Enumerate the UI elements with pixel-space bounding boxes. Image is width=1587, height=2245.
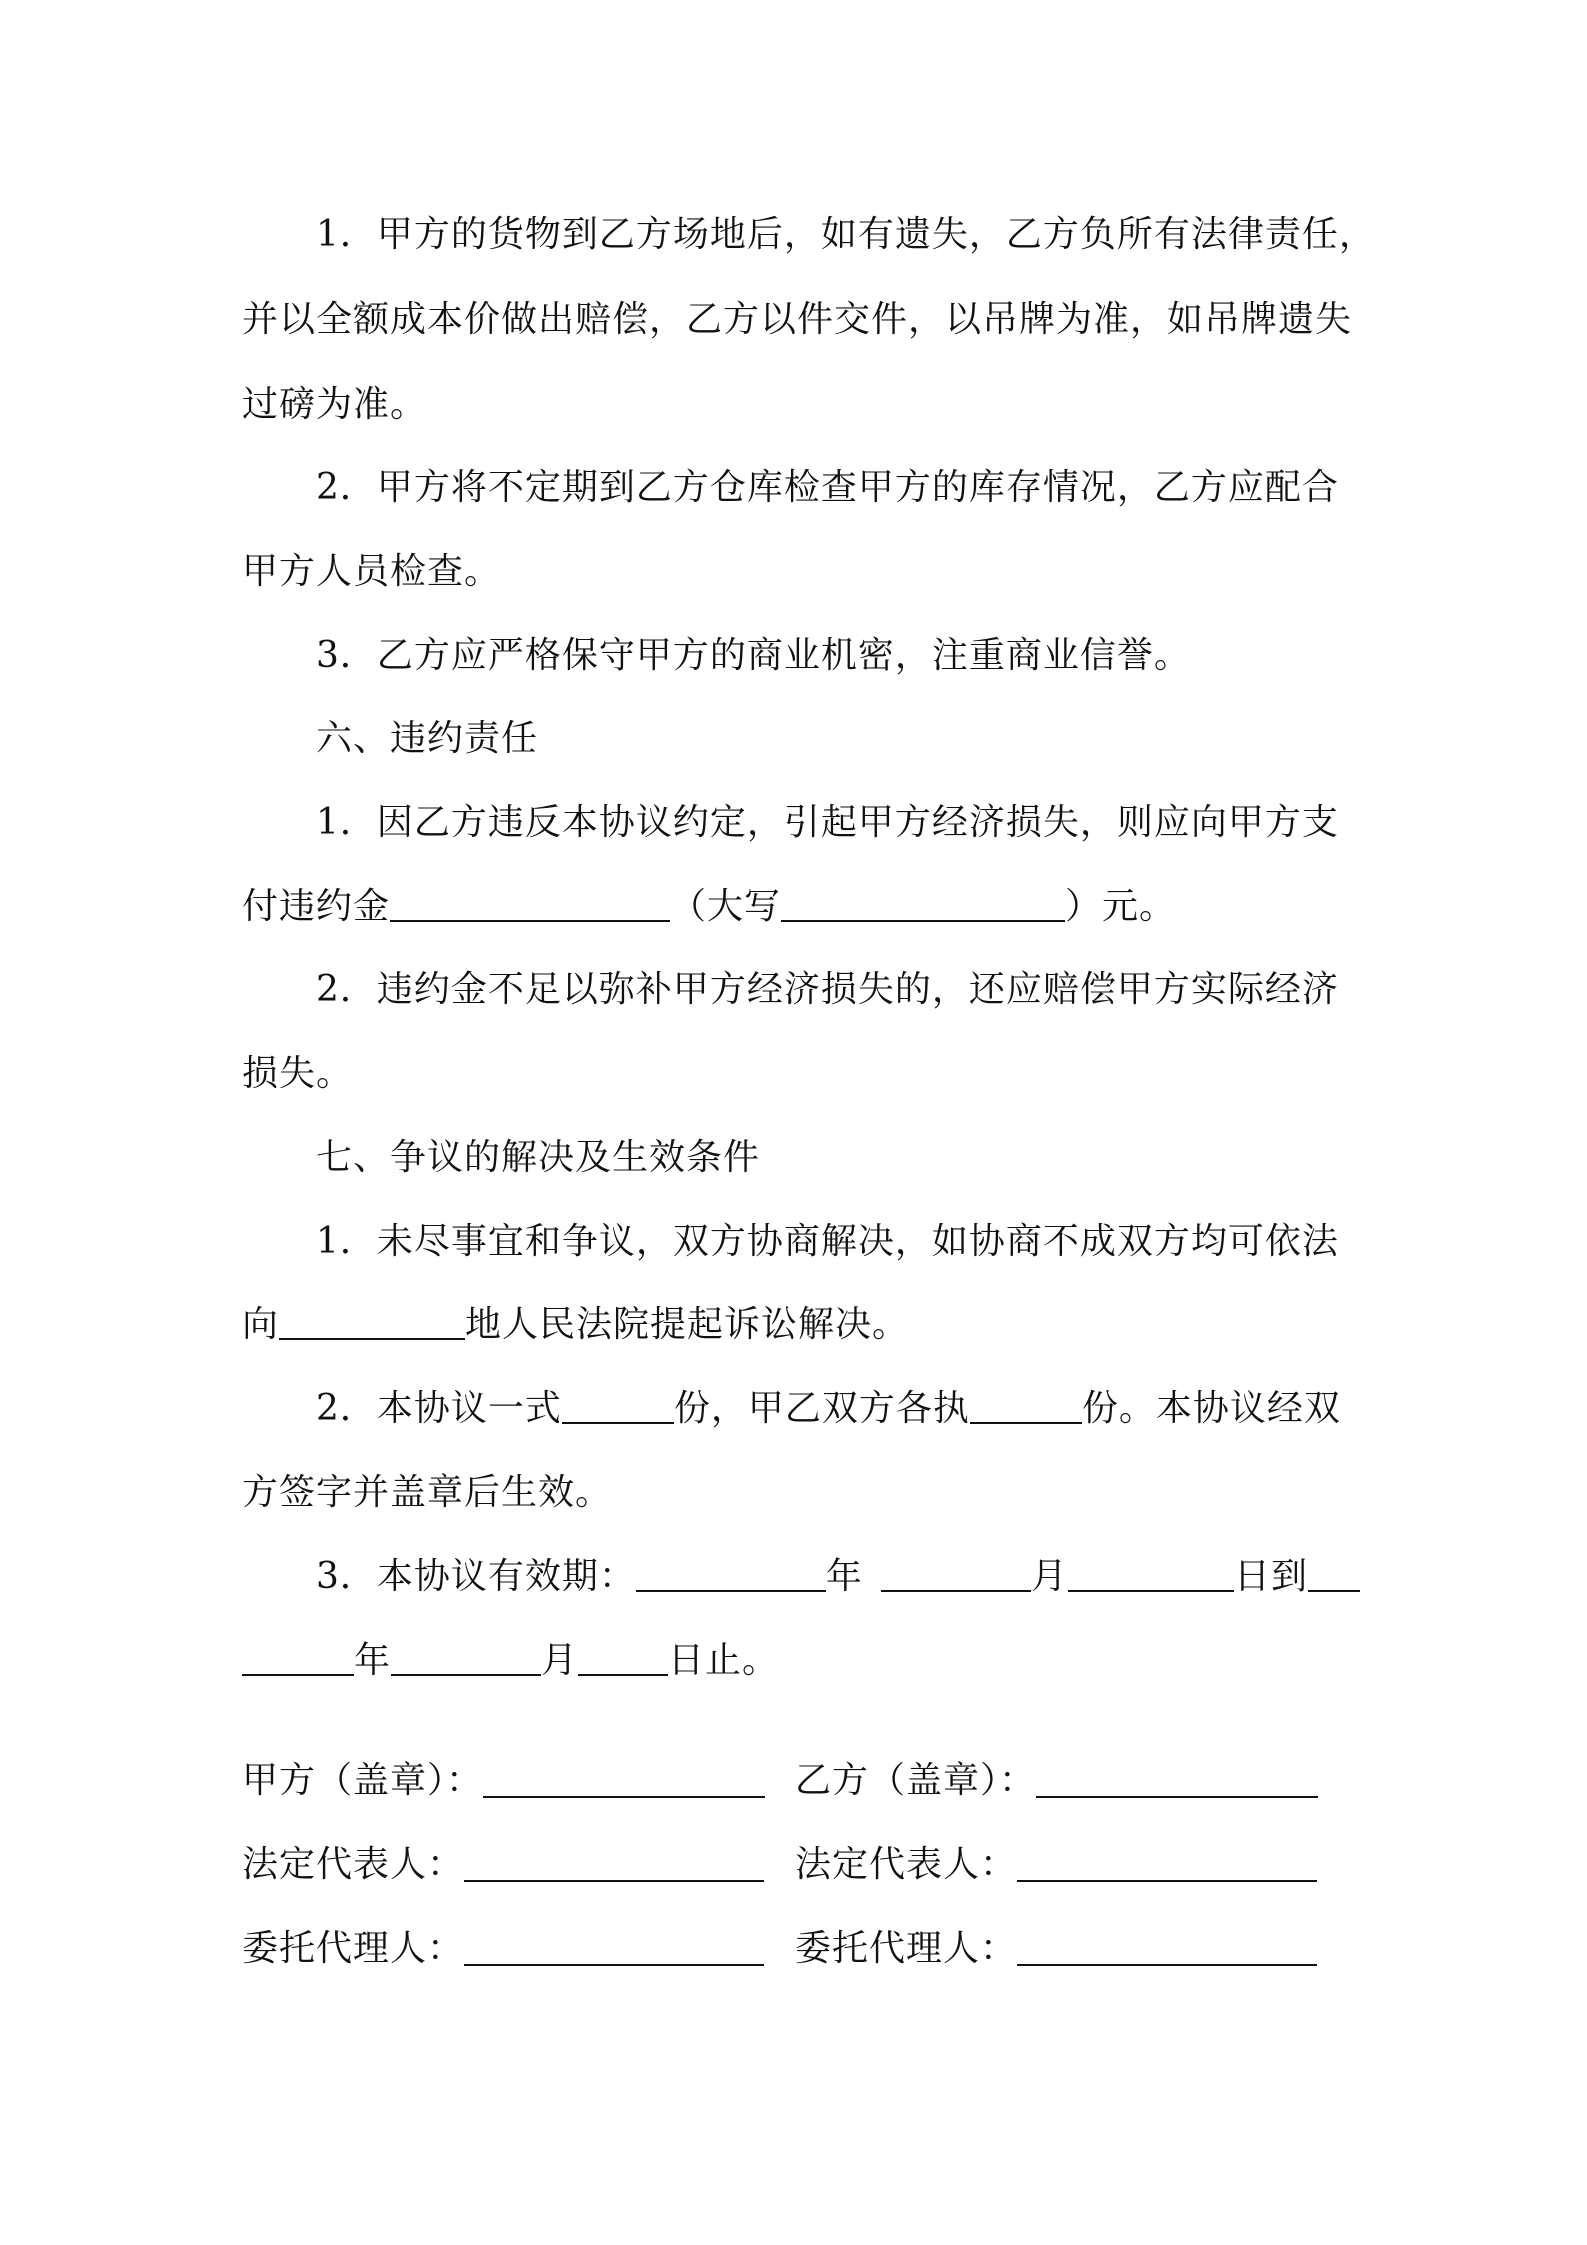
- section-6-heading: 六、违约责任: [316, 718, 539, 759]
- penalty-label: 付违约金: [242, 886, 391, 927]
- court-location-blank[interactable]: [279, 1304, 465, 1340]
- start-month-blank[interactable]: [881, 1556, 1031, 1592]
- end-day-blank[interactable]: [578, 1640, 668, 1676]
- clause-6-1-line-1: 1．因乙方违反本协议约定，引起甲方经济损失，则应向甲方支: [316, 802, 1339, 843]
- party-a-seal-row: [242, 1756, 765, 1806]
- agent-b-blank[interactable]: [1017, 1930, 1317, 1966]
- end-year-blank-part-2[interactable]: [242, 1640, 354, 1676]
- legal-rep-a-row: [242, 1840, 764, 1890]
- court-prefix: 向: [242, 1304, 280, 1345]
- clause-7-1-line-2: [242, 1300, 1352, 1350]
- section-7-heading: 七、争议的解决及生效条件: [316, 1137, 761, 1178]
- penalty-unit: ）元。: [1065, 886, 1177, 927]
- copies-suffix: 份。本协议经双: [1081, 1388, 1341, 1429]
- end-year-blank-part-1[interactable]: [1308, 1556, 1360, 1592]
- agent-a-label: 委托代理人：: [242, 1928, 465, 1969]
- start-day-blank[interactable]: [1068, 1556, 1234, 1592]
- clause-6-2-line-1: 2．违约金不足以弥补甲方经济损失的，还应赔偿甲方实际经济: [316, 969, 1339, 1010]
- start-year-blank[interactable]: [636, 1556, 826, 1592]
- penalty-uppercase-label: （大写: [670, 886, 782, 927]
- start-day-unit: 日到: [1233, 1556, 1308, 1597]
- copies-label: 2．本协议一式: [316, 1388, 562, 1429]
- penalty-amount-blank[interactable]: [390, 886, 670, 922]
- party-a-seal-label: 甲方（盖章）：: [242, 1760, 484, 1801]
- party-b-seal-label: 乙方（盖章）：: [795, 1760, 1037, 1801]
- legal-rep-a-blank[interactable]: [464, 1846, 764, 1882]
- end-day-unit: 日止。: [668, 1640, 780, 1681]
- penalty-uppercase-blank[interactable]: [781, 886, 1065, 922]
- legal-rep-a-label: 法定代表人：: [242, 1844, 465, 1885]
- start-year-unit: 年: [825, 1556, 863, 1597]
- clause-6-2-line-2: 损失。: [242, 1053, 354, 1094]
- clause-7-3-line-1: [316, 1552, 1352, 1602]
- agent-b-label: 委托代理人：: [795, 1928, 1018, 1969]
- clause-5-3-line-1: 3．乙方应严格保守甲方的商业机密，注重商业信誉。: [316, 635, 1191, 676]
- party-a-seal-blank[interactable]: [483, 1762, 765, 1798]
- agent-a-row: [242, 1924, 764, 1974]
- clause-7-3-line-2: [242, 1636, 1352, 1686]
- copies-each-label: 份，甲乙双方各执: [673, 1388, 970, 1429]
- clause-6-1-line-2: [242, 882, 1352, 932]
- court-suffix: 地人民法院提起诉讼解决。: [465, 1304, 910, 1345]
- legal-rep-b-blank[interactable]: [1017, 1846, 1317, 1882]
- clause-5-1-line-2: 并以全额成本价做出赔偿，乙方以件交件，以吊牌为准，如吊牌遗失: [242, 299, 1353, 340]
- validity-label: 3．本协议有效期：: [316, 1556, 636, 1597]
- clause-7-1-line-1: 1．未尽事宜和争议，双方协商解决，如协商不成双方均可依法: [316, 1221, 1339, 1262]
- clause-5-1-line-1: 1．甲方的货物到乙方场地后，如有遗失，乙方负所有法律责任，: [316, 214, 1376, 255]
- end-year-unit: 年: [354, 1640, 392, 1681]
- party-b-seal-row: [795, 1756, 1318, 1806]
- legal-rep-b-row: [795, 1840, 1317, 1890]
- party-b-seal-blank[interactable]: [1036, 1762, 1318, 1798]
- clause-5-1-line-3: 过磅为准。: [242, 384, 428, 425]
- agent-a-blank[interactable]: [464, 1930, 764, 1966]
- clause-7-2-line-2: 方签字并盖章后生效。: [242, 1472, 613, 1513]
- clause-7-2-line-1: [316, 1384, 1352, 1434]
- legal-rep-b-label: 法定代表人：: [795, 1844, 1018, 1885]
- end-month-blank[interactable]: [391, 1640, 541, 1676]
- clause-5-2-line-2: 甲方人员检查。: [242, 551, 502, 592]
- clause-5-2-line-1: 2．甲方将不定期到乙方仓库检查甲方的库存情况，乙方应配合: [316, 467, 1339, 508]
- copies-total-blank[interactable]: [562, 1388, 674, 1424]
- copies-each-blank[interactable]: [970, 1388, 1082, 1424]
- end-month-unit: 月: [541, 1640, 579, 1681]
- start-month-unit: 月: [1030, 1556, 1068, 1597]
- agent-b-row: [795, 1924, 1317, 1974]
